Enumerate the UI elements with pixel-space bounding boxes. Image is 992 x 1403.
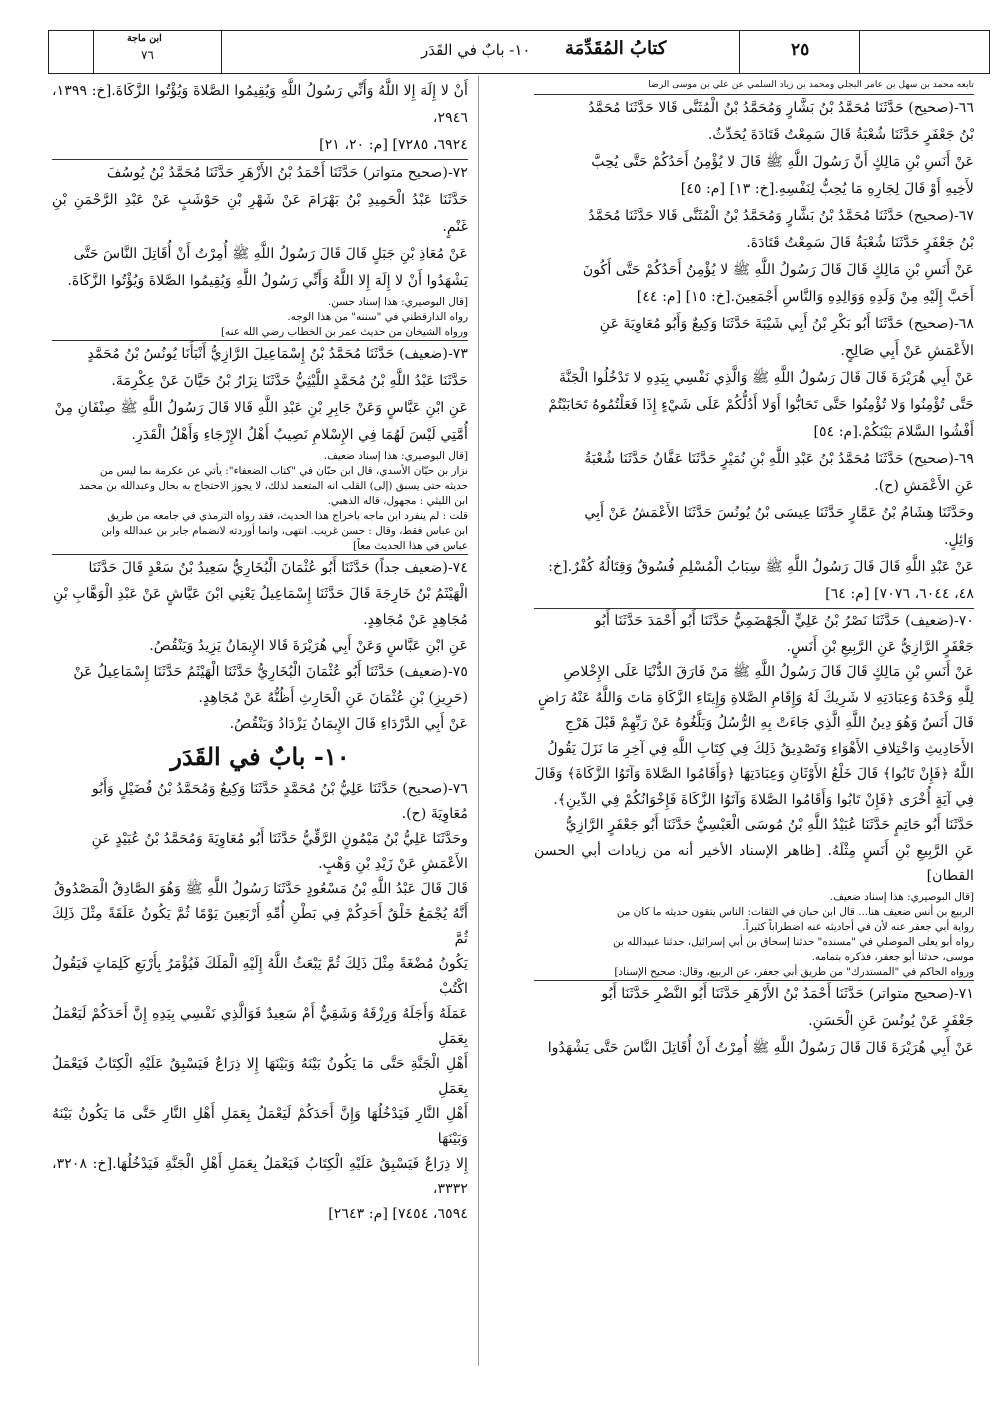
note-text-line: رواه الدارقطني في "سننه" من هذا الوجه. bbox=[287, 311, 468, 323]
hadith-text-line: بْنُ جَعْفَرٍ حَدَّثَنَا شُعْبَةُ قَالَ سَمِعْتُ قَتَادَةَ. bbox=[746, 235, 974, 251]
note-text-line: ابن عباس فقط، وقال : حسن غريب. انتهى، وانما أوردته لانضمام جابر بن عبدالله وابن bbox=[101, 525, 468, 537]
hadith-text-line: ٦٩٢٤، ٧٢٨٥] [م: ٢٠، ٢١] bbox=[319, 137, 468, 153]
note-text-line: [قال البوصيري: هذا إسناد ضعيف. bbox=[323, 450, 468, 462]
hadith-text-line: مُعَاوِيَةَ (ح). bbox=[401, 806, 468, 822]
note-text-line: الربيع بن أنس ضعيف هنا... قال ابن حبان في الثقات: الناس يتقون حديثه ما كان من bbox=[616, 905, 974, 918]
page-header bbox=[48, 30, 990, 74]
hadith-text-line: عَنْ مُعَاذِ بْنِ جَبَلٍ قَالَ قَالَ رَسُولُ اللَّهِ ﷺ أُمِرْتُ أَنْ أُقَاتِلَ النَّاسَ حَتَّى bbox=[73, 246, 468, 262]
hadith-text-line: قَالَ قَالَ عَبْدُ اللَّهِ بْنُ مَسْعُودٍ حَدَّثَنَا رَسُولُ اللَّهِ ﷺ وَهُوَ الصَّادِقُ الْمَصْدُوقُ bbox=[53, 881, 468, 897]
note-text-line: حديثه حتى يسبق (إلى) القلب انه المتعمد لذلك، لا يجوز الاحتجاج به بحال وعبدالله بن محمد bbox=[79, 480, 468, 492]
note-text-line: رواه أبو يعلى الموصلي في "مسنده" حدثنا إسحاق بن أبي إسرائيل، حدثنا عبيدالله بن bbox=[612, 935, 974, 948]
hadith-text-line: قَالَ أَنَسٌ وَهُوَ دِينُ اللَّهِ الَّذِي جَاءَتْ بِهِ الرُّسُلُ وَبَلَّغُوهُ عَنْ رَبِّهِمْ قَبْلَ هَرْجِ bbox=[565, 715, 974, 731]
hadith-text-line: ٦٥٩٤، ٧٤٥٤] [م: ٢٦٤٣] bbox=[328, 1206, 468, 1222]
hadith-text-line: يَشْهَدُوا أَنْ لا إِلَهَ إِلا اللَّهُ وَأَنِّي رَسُولُ اللَّهِ وَيُقِيمُوا الصَّلاةَ وَيُؤْتُوا الزَّكَاةَ. bbox=[67, 273, 468, 289]
hadith-text-line: أَهْلِ النَّارِ فَيَدْخُلُهَا وَإِنَّ أَحَدَكُمْ لَيَعْمَلُ بِعَمَلِ أَهْلِ النَّارِ حَتَّى مَا يَكُونُ بَيْنَهُ وَبَيْنَهَا bbox=[52, 1106, 468, 1147]
hadith-text-line: ٤٨، ٦٠٤٤، ٧٠٧٦] [م: ٦٤] bbox=[825, 586, 974, 602]
hadith-text-line: فِي آيَةٍ أُخْرَى ﴿فَإِنْ تَابُوا وَأَقَامُوا الصَّلاةَ وَآتَوُا الزَّكَاةَ فَإِخْوَانُكُمْ فِي الدِّينِ﴾. bbox=[553, 791, 974, 808]
hadith-text-line: وَائِلٍ. bbox=[944, 532, 974, 548]
hadith-74 bbox=[52, 555, 468, 659]
hadith-75 bbox=[52, 659, 468, 737]
hadith-text-line: ٦٩-(صحيح) حَدَّثَنَا مُحَمَّدُ بْنُ عَبْدِ اللَّهِ بْنِ نُمَيْرٍ حَدَّثَنَا عَفَّانُ حَدَّثَنَا شُعْبَةُ bbox=[584, 451, 974, 467]
hadith-73 bbox=[52, 341, 468, 449]
hadith-text-line: عَنِ ابْنِ عَبَّاسٍ وَعَنْ جَابِرِ بْنِ عَبْدِ اللَّهِ قَالا قَالَ رَسُولُ اللَّهِ ﷺ صِنْفَانِ مِنْ bbox=[54, 400, 468, 416]
hadith-text-line: أَحَبَّ إِلَيْهِ مِنْ وَلَدِهِ وَوَالِدِهِ وَالنَّاسِ أَجْمَعِينَ.[خ: ١٥] [م: ٤٤] bbox=[636, 289, 974, 305]
hadith-text-line: عَنِ الأَعْمَشِ (ح). bbox=[874, 478, 974, 494]
hadith-text-line: إِلا ذِرَاعٌ فَيَسْبِقُ عَلَيْهِ الْكِتَابُ فَيَعْمَلُ بِعَمَلِ أَهْلِ الْجَنَّةِ فَيَدْخُلُهَا.[خ: ٣٢٠٨، ٣٣٣٢، bbox=[52, 1156, 468, 1197]
hadith-text-line: الأَحَادِيثِ وَاخْتِلافِ الأَهْوَاءِ وَتَصْدِيقُ ذَلِكَ فِي كِتَابِ اللَّهِ فِي آخِرِ مَا نَزَلَ يَقُولُ bbox=[547, 740, 974, 757]
hadith-text-line: أَنَّهُ يُجْمَعُ خَلْقُ أَحَدِكُمْ فِي بَطْنِ أُمِّهِ أَرْبَعِينَ يَوْمًا ثُمَّ يَكُونُ عَلَقَةً مِثْلَ ذَلِكَ ثُمَّ bbox=[52, 906, 468, 947]
hadith-67 bbox=[534, 203, 974, 311]
hadith-text-line: حَدَّثَنَا أَبُو حَاتِمٍ حَدَّثَنَا عُبَيْدُ اللَّهِ بْنُ مُوسَى الْعَبْسِيُّ حَدَّثَنَا أَبُو جَعْفَرٍ الرَّازِيُّ bbox=[565, 817, 974, 833]
hadith-text-line: جَعْفَرٍ الرَّازِيُّ عَنِ الرَّبِيعِ بْنِ أَنَسٍ. bbox=[786, 638, 974, 655]
hadith-text-line: لأَخِيهِ أَوْ قَالَ لِجَارِهِ مَا يُحِبُّ لِنَفْسِهِ.[خ: ١٣] [م: ٤٥] bbox=[680, 181, 974, 197]
hadith-69 bbox=[534, 446, 974, 608]
hadith-text-line: عَنْ أَنَسِ بْنِ مَالِكٍ قَالَ قَالَ رَسُولُ اللَّهِ ﷺ مَنْ فَارَقَ الدُّنْيَا عَلَى الإِخْلاصِ bbox=[563, 664, 974, 680]
hadith-text-line: لِلَّهِ وَحْدَهُ وَعِبَادَتِهِ لا شَرِيكَ لَهُ وَإِقَامِ الصَّلاةِ وَإِيتَاءِ الزَّكَاةِ مَاتَ وَاللَّهُ عَنْهُ رَاضٍ bbox=[538, 689, 974, 706]
hadith-text-line: حَتَّى تُؤْمِنُوا وَلا تُؤْمِنُوا حَتَّى تَحَابُّوا أَوَلا أَدُلُّكُمْ عَلَى شَيْءٍ إِذَا فَعَلْتُمُوهُ تَحَابَبْتُمْ bbox=[548, 397, 974, 413]
note-text-line: نزار بن حيّان الأسدي، قال ابن حبّان في "كتاب الضعفاء": يأتي عن عكرمة بما ليس من bbox=[99, 465, 468, 477]
note-text-line: ورواه الحاكم في "المستدرك" من طريق أبي جعفر، عن الربيع، وقال: صحيح الإسناد] bbox=[614, 965, 974, 978]
hadith-text-line: ٧٢-(صحيح متواتر) حَدَّثَنَا أَحْمَدُ بْنُ الأَزْهَرِ حَدَّثَنَا مُحَمَّدُ بْنُ يُوسُفَ bbox=[106, 165, 468, 181]
hadith-text-line: ٧٤-(ضعيف جداً) حَدَّثَنَا أَبُو عُثْمَانَ الْبُخَارِيُّ سَعِيدُ بْنُ سَعْدٍ قَالَ حَدَّثَنَا bbox=[88, 560, 468, 576]
chapter-title: ١٠- بابٌ في القَدَر bbox=[421, 41, 531, 59]
hadith-text-line: ٧٦-(صحيح) حَدَّثَنَا عَلِيُّ بْنُ مُحَمَّدٍ حَدَّثَنَا وَكِيعٌ وَمُحَمَّدُ بْنُ فُضَيْلٍ وَأَبُو bbox=[91, 781, 468, 797]
hadith-text-line: ٦٨-(صحيح) حَدَّثَنَا أَبُو بَكْرِ بْنُ أَبِي شَيْبَةَ حَدَّثَنَا وَكِيعٌ وَأَبُو مُعَاوِيَةَ عَنِ bbox=[599, 316, 974, 332]
ibn-majah-label: ابن ماجة bbox=[127, 33, 162, 44]
note-text-line: [قال البوصيري: هذا إسناد ضعيف. bbox=[829, 890, 974, 903]
hadith-text-line: عَنْ أَنَسِ بْنِ مَالِكٍ أَنَّ رَسُولَ اللَّهِ ﷺ قَالَ لا يُؤْمِنُ أَحَدُكُمْ حَتَّى يُحِبَّ bbox=[591, 154, 974, 170]
note-text-line: موسى، حدثنا أبو جعفر، فذكره بتمامه. bbox=[811, 950, 974, 963]
hadith-66 bbox=[534, 95, 974, 203]
hadith-text-line: أَنْ لا إِلَهَ إِلا اللَّهُ وَأَنِّي رَسُولُ اللَّهِ وَيُقِيمُوا الصَّلاةَ وَيُؤْتُوا الزَّكَاةَ.[خ: ١٣٩٩، ٢٩٤٦، bbox=[52, 83, 468, 126]
book-title: كتابُ المُقَدِّمَة bbox=[565, 38, 667, 59]
hadith-text-line: أَهْلِ الْجَنَّةِ حَتَّى مَا يَكُونُ بَيْنَهُ وَبَيْنَهَا إِلا ذِرَاعٌ فَيَسْبِقُ عَلَيْهِ الْكِتَابُ فَيَعْمَلُ بِعَمَلِ bbox=[52, 1056, 468, 1097]
hadith-text-line: ٧٣-(ضعيف) حَدَّثَنَا مُحَمَّدُ بْنُ إِسْمَاعِيلَ الرَّازِيُّ أَنْبَأَنَا يُونُسُ بْنُ مُحَمَّدٍ bbox=[87, 346, 468, 362]
column-divider bbox=[478, 76, 479, 1366]
note-text-line: [قال البوصيري: هذا إسناد حسن. bbox=[327, 296, 468, 308]
note-text-line: رواية أبي جعفر عنه لأن في أحاديثه عنه اضطراباً كثيراً. bbox=[742, 920, 974, 933]
hadith-text-line: ٧٥-(ضعيف) حَدَّثَنَا أَبُو عُثْمَانَ الْبُخَارِيُّ حَدَّثَنَا الْهَيْثَمُ حَدَّثَنَا إِسْمَاعِيلُ عَنْ bbox=[73, 664, 468, 680]
hadith-70 bbox=[534, 609, 974, 890]
hadith-text-line: حَدَّثَنَا عَبْدُ اللَّهِ بْنُ مُحَمَّدٍ اللَّيْثِيُّ حَدَّثَنَا نِزَارُ بْنُ حَيَّانَ عَنْ عِكْرِمَةَ. bbox=[111, 373, 468, 389]
hadith-71 bbox=[534, 981, 974, 1062]
hadith-text-line: عَنْ أَبِي هُرَيْرَةَ قَالَ قَالَ رَسُولُ اللَّهِ ﷺ وَالَّذِي نَفْسِي بِيَدِهِ لا تَدْخُلُوا الْجَنَّةَ bbox=[559, 370, 974, 386]
note-text-line: عباس في هذا الحديث معاً] bbox=[353, 540, 468, 552]
note-text-line: ابن الليثي : مجهول، قاله الذهبي. bbox=[327, 495, 468, 507]
hadith-text-line: وحَدَّثَنَا هِشَامُ بْنُ عَمَّارٍ حَدَّثَنَا عِيسَى بْنُ يُونُسَ حَدَّثَنَا الأَعْمَشُ عَنْ أَبِي bbox=[584, 505, 974, 521]
left-column bbox=[52, 78, 468, 1227]
hadith-text-line: يَكُونُ مُضْغَةً مِثْلَ ذَلِكَ ثُمَّ يَبْعَثُ اللَّهُ إِلَيْهِ الْمَلَكَ فَيُؤْمَرُ بِأَرْبَعِ كَلِمَاتٍ فَيَقُولُ اكْتُبْ bbox=[52, 956, 468, 997]
hadith-text-line: ٦٧-(صحيح) حَدَّثَنَا مُحَمَّدُ بْنُ بَشَّارٍ وَمُحَمَّدُ بْنُ الْمُثَنَّى قَالا حَدَّثَنَا مُحَمَّدُ bbox=[588, 208, 974, 224]
hadith-text-line: بْنُ جَعْفَرٍ حَدَّثَنَا شُعْبَةُ قَالَ سَمِعْتُ قَتَادَةَ يُحَدِّثُ. bbox=[707, 127, 974, 143]
hadith-text-line: ٧١-(صحيح متواتر) حَدَّثَنَا أَحْمَدُ بْنُ الأَزْهَرِ حَدَّثَنَا أَبُو النَّضْرِ حَدَّثَنَا أَبُو bbox=[601, 985, 974, 1002]
hadith-text-line: عَنِ الرَّبِيعِ بْنِ أَنَسٍ مِثْلَهُ. [ظاهر الإسناد الأخير أنه من زيادات أبي الحسن القطان] bbox=[534, 842, 974, 884]
hadith-text-line: عَنْ أَبِي هُرَيْرَةَ قَالَ قَالَ رَسُولُ اللَّهِ ﷺ أُمِرْتُ أَنْ أُقَاتِلَ النَّاسَ حَتَّى يَشْهَدُوا bbox=[547, 1039, 974, 1056]
hadith-text-line: الْهَيْثَمُ بْنُ خَارِجَةَ قَالَ حَدَّثَنَا إِسْمَاعِيلُ يَعْنِي ابْنَ عَيَّاشٍ عَنْ عَبْدِ الْوَهَّابِ بْنِ bbox=[53, 586, 468, 602]
hadith-text-line: ٧٠-(ضعيف) حَدَّثَنَا نَصْرُ بْنُ عَلِيٍّ الْجَهْضَمِيُّ حَدَّثَنَا أَبُو أَحْمَدَ حَدَّثَنَا أَبُو bbox=[594, 613, 974, 629]
hadith-text-line: وحَدَّثَنَا عَلِيُّ بْنُ مَيْمُونٍ الرَّقِّيُّ حَدَّثَنَا أَبُو مُعَاوِيَةَ وَمُحَمَّدُ بْنُ عُبَيْدٍ عَنِ bbox=[91, 831, 468, 847]
hadith-70-notes bbox=[534, 890, 974, 980]
hadith-text-line: عَنْ عَبْدِ اللَّهِ قَالَ قَالَ رَسُولُ اللَّهِ ﷺ سِبَابُ الْمُسْلِمِ فُسُوقٌ وَقِتَالُهُ كُفْرٌ.[خ: bbox=[548, 559, 974, 575]
hadith-text-line: عَنْ أَبِي الدَّرْدَاءِ قَالَ الإِيمَانُ يَزْدَادُ وَيَنْقُصُ. bbox=[229, 716, 468, 732]
hadith-73-notes bbox=[52, 449, 468, 554]
hadith-text-line: الأَعْمَشِ عَنْ زَيْدِ بْنِ وَهْبٍ. bbox=[318, 856, 468, 872]
ibn-majah-number: ٧٦ bbox=[141, 48, 154, 62]
hadith-text-line: مُجَاهِدٍ عَنْ مُجَاهِدٍ. bbox=[363, 612, 468, 628]
hadith-76 bbox=[52, 777, 468, 1227]
hadith-text-line: ٦٦-(صحيح) حَدَّثَنَا مُحَمَّدُ بْنُ بَشَّارٍ وَمُحَمَّدُ بْنُ الْمُثَنَّى قَالا حَدَّثَنَا مُحَمَّدُ bbox=[588, 100, 974, 116]
hadith-text-line: أُمَّتِي لَيْسَ لَهُمَا فِي الإِسْلامِ نَصِيبٌ أَهْلُ الإِرْجَاءِ وَأَهْلُ الْقَدَرِ. bbox=[131, 427, 468, 443]
hadith-text-line: جَعْفَرٍ عَنْ يُونُسَ عَنِ الْحَسَنِ. bbox=[808, 1012, 974, 1029]
hadith-71-continued bbox=[52, 78, 468, 159]
hadith-text-line: أَفْشُوا السَّلامَ بَيْنَكُمْ.[م: ٥٤] bbox=[813, 424, 974, 440]
hadith-72 bbox=[52, 160, 468, 295]
note-text-line: ورواه الشيخان من حديث عمر بن الخطاب رضي الله عنه] bbox=[220, 326, 468, 338]
hadith-text-line: الأَعْمَشِ عَنْ أَبِي صَالِحٍ. bbox=[840, 343, 974, 359]
hadith-text-line: عَمَلَهُ وَأَجَلَهُ وَرِزْقَهُ وَشَقِيٌّ أَمْ سَعِيدٌ فَوَالَّذِي نَفْسِي بِيَدِهِ إِنَّ أَحَدَكُمْ لَيَعْمَلُ بِعَمَلِ bbox=[52, 1006, 468, 1047]
hadith-text-line: حَدَّثَنَا عَبْدُ الْحَمِيدِ بْنُ بَهْرَامَ عَنْ شَهْرِ بْنِ حَوْشَبٍ عَنْ عَبْدِ الرَّحْمَنِ بْنِ غَنْمٍ. bbox=[52, 192, 468, 235]
right-column bbox=[534, 78, 974, 1062]
hadith-text-line: (حَرِيزِ) بْنِ عُثْمَانَ عَنِ الْحَارِثِ أَظُنُّهُ عَنْ مُجَاهِدٍ. bbox=[198, 690, 468, 706]
note-text-line: قلت : لم ينفرد ابن ماجه باخراج هذا الحديث، فقد رواه الترمذي في جامعه من طريق bbox=[107, 510, 468, 522]
hadith-68 bbox=[534, 311, 974, 446]
section-title: ١٠- بابٌ في القَدَر bbox=[170, 742, 350, 771]
hadith-72-notes bbox=[52, 295, 468, 340]
hadith-text-line: اللَّهُ ﴿فَإِنْ تَابُوا﴾ قَالَ خَلْعُ الأَوْثَانِ وَعِبَادَتِهَا ﴿وَأَقَامُوا الصَّلاةَ وَآتَوُا الزَّكَاةَ﴾ وَقَالَ bbox=[534, 766, 974, 782]
page-number: ٢٥ bbox=[791, 40, 810, 60]
intro-note: تابعه محمد بن سهل بن عامر البجلي ومحمد بن زياد السلمي عن علي بن موسى الرضا bbox=[648, 79, 974, 90]
hadith-text-line: عَنْ أَنَسِ بْنِ مَالِكٍ قَالَ قَالَ رَسُولُ اللَّهِ ﷺ لا يُؤْمِنُ أَحَدُكُمْ حَتَّى أَكُونَ bbox=[582, 262, 974, 278]
hadith-text-line: عَنِ ابْنِ عَبَّاسٍ وَعَنْ أَبِي هُرَيْرَةَ قَالا الإِيمَانُ يَزِيدُ وَيَنْقُصُ. bbox=[149, 638, 468, 654]
